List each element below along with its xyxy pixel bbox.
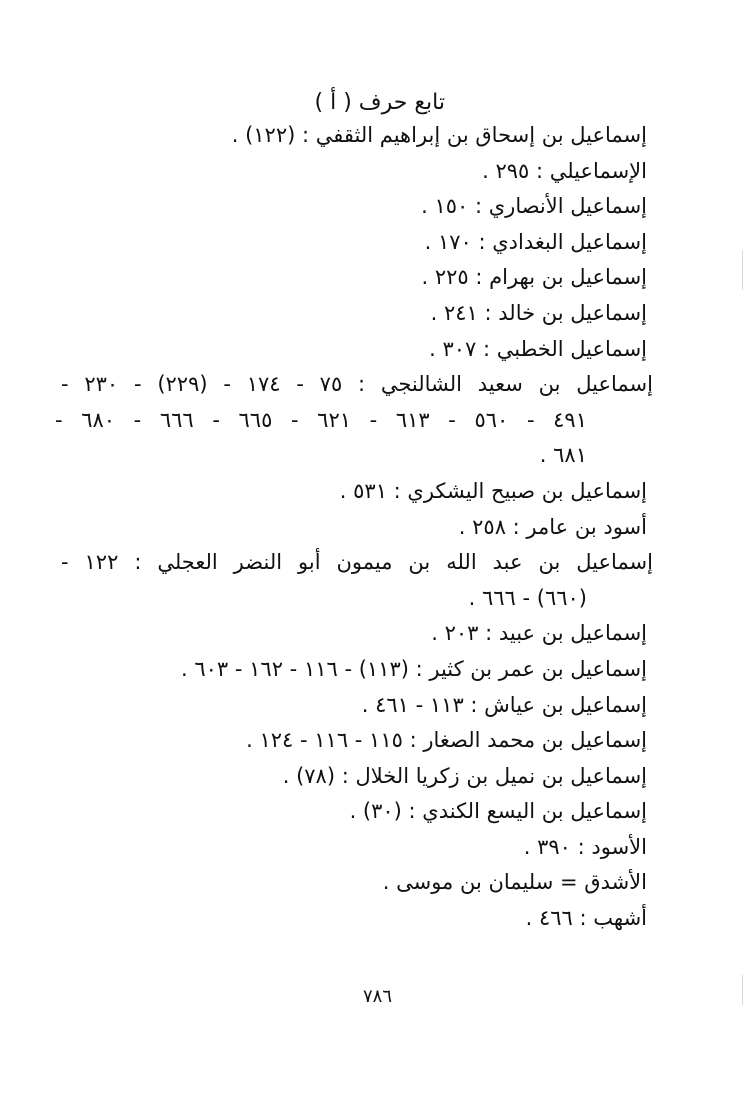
page-number: ٧٨٦ [362, 986, 392, 1007]
scan-edge-mark [742, 975, 743, 1005]
section-heading: تابع حرف ( أ ) [314, 90, 445, 115]
index-entry: إسماعيل بن سعيد الشالنجي : ٧٥ - ١٧٤ - (٢٢٩) - ٢٣٠ - [61, 372, 653, 397]
index-entry: أسود بن عامر : ٢٥٨ . [458, 514, 647, 539]
index-entry-continuation: ٤٩١ - ٥٦٠ - ٦١٣ - ٦٢١ - ٦٦٥ - ٦٦٦ - ٦٨٠ - [55, 407, 587, 432]
index-entry: إسماعيل بن نميل بن زكريا الخلال : (٧٨) . [282, 763, 647, 788]
index-entry: الأسود : ٣٩٠ . [523, 834, 647, 859]
index-entry: إسماعيل بن صبيح اليشكري : ٥٣١ . [339, 478, 647, 503]
index-entry: الإسماعيلي : ٢٩٥ . [482, 158, 647, 183]
index-entry: إسماعيل بن اليسع الكندي : (٣٠) . [349, 799, 647, 824]
index-entry: إسماعيل الخطبي : ٣٠٧ . [429, 336, 647, 361]
index-entry: إسماعيل الأنصاري : ١٥٠ . [421, 194, 647, 219]
index-entry: إسماعيل بن إسحاق بن إبراهيم الثقفي : (١٢٢) . [231, 123, 647, 147]
index-entry: إسماعيل بن عمر بن كثير : (١١٣) - ١١٦ - ١٦٢ - ٦٠٣ . [181, 656, 647, 681]
index-entry: إسماعيل بن عبيد : ٢٠٣ . [431, 621, 647, 646]
index-entry: أشهب : ٤٦٦ . [525, 906, 647, 931]
index-entry: إسماعيل بن عبد الله بن ميمون أبو النضر العجلي : ١٢٢ - [61, 550, 653, 575]
index-entry: إسماعيل البغدادي : ١٧٠ . [424, 229, 647, 254]
index-entry: إسماعيل بن خالد : ٢٤١ . [430, 300, 647, 325]
index-entry: إسماعيل بن عياش : ١١٣ - ٤٦١ . [361, 692, 647, 717]
index-entry: إسماعيل بن محمد الصغار : ١١٥ - ١١٦ - ١٢٤ . [246, 728, 647, 753]
index-entry: الأشدق = سليمان بن موسى . [382, 870, 647, 895]
index-entry-continuation: ٦٨١ . [539, 443, 587, 468]
index-entry: إسماعيل بن بهرام : ٢٢٥ . [421, 265, 647, 290]
scan-edge-mark [742, 250, 743, 290]
name-index-list [47, 118, 653, 937]
index-entry-continuation: (٦٦٠) - ٦٦٦ . [468, 585, 587, 610]
